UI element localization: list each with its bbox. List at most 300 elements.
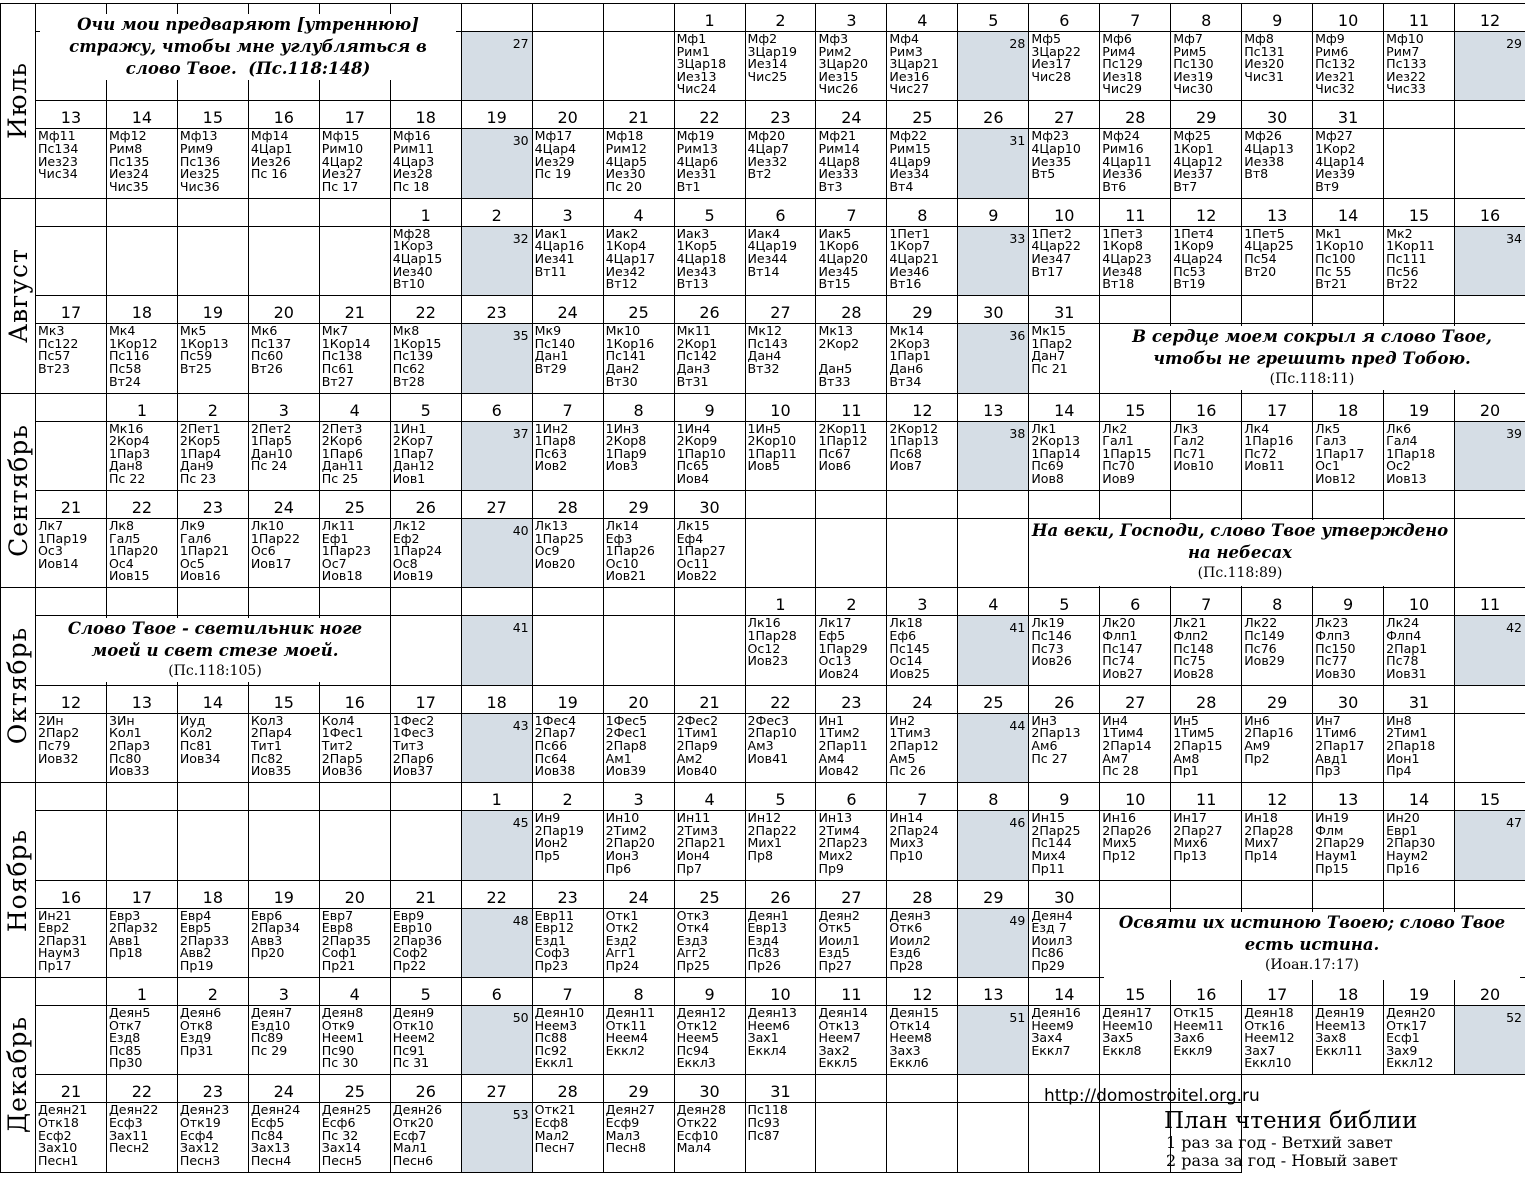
day-number: 30 xyxy=(957,295,1029,324)
month-name: Июль xyxy=(3,62,33,140)
day-number: 12 xyxy=(35,685,107,714)
reading-cell: 1Фес2 1Фес3 Тит3 2Пар6 Иов37 xyxy=(390,713,462,783)
day-number: 8 xyxy=(1241,587,1313,616)
reading-cell: 1Фес4 2Пар7 Пс66 Пс64 Иов38 xyxy=(532,713,604,783)
reading-cell: Мф7 Рим5 Пс130 Иез19 Чис30 xyxy=(1170,31,1242,101)
reading-cell: Ин6 2Пар16 Ам9 Пр2 xyxy=(1241,713,1313,783)
day-number xyxy=(35,782,107,811)
reading-cell: Иуд Кол2 Пс81 Иов34 xyxy=(177,713,249,783)
quote-september: На веки, Господи, слово Твое утверждено на небесах (Пс.118:89) xyxy=(1030,520,1450,586)
reading-cell: Лк21 Флп2 Пс148 Пс75 Иов28 xyxy=(1170,615,1242,685)
week-cell xyxy=(1454,615,1525,685)
week-number: 35 xyxy=(512,328,529,344)
day-number: 13 xyxy=(106,685,178,714)
reading-cell: Лк7 1Пар19 Ос3 Иов14 xyxy=(35,518,107,588)
week-number: 40 xyxy=(512,523,529,538)
reading-cell xyxy=(35,810,107,880)
plan-title: План чтения библии xyxy=(1164,1108,1418,1134)
week-cell xyxy=(461,713,533,783)
reading-cell: Мк16 2Кор4 1Пар3 Дан8 Пс 22 xyxy=(106,421,178,491)
day-number: 1 xyxy=(390,198,462,227)
day-number: 10 xyxy=(745,393,817,422)
day-number xyxy=(1312,490,1384,519)
reading-cell: Деян19 Неем13 Зах8 Еккл11 xyxy=(1312,1005,1384,1075)
day-number: 16 xyxy=(248,100,320,129)
day-number: 21 xyxy=(674,685,746,714)
month-label xyxy=(0,198,36,394)
day-number: 27 xyxy=(1028,100,1100,129)
reading-cell: Ин2 1Тим3 2Пар12 Ам5 Пс 26 xyxy=(886,713,958,783)
day-number: 2 xyxy=(177,977,249,1006)
day-number: 12 xyxy=(886,977,958,1006)
day-number: 13 xyxy=(957,977,1029,1006)
day-number: 4 xyxy=(603,198,675,227)
reading-cell: Деян27 Есф9 Мал3 Песн8 xyxy=(603,1102,675,1172)
day-number: 18 xyxy=(461,685,533,714)
reading-cell xyxy=(1454,713,1525,783)
day-number xyxy=(1099,295,1171,324)
week-cell xyxy=(1454,1005,1525,1075)
day-number: 6 xyxy=(461,977,533,1006)
day-number: 29 xyxy=(1241,685,1313,714)
month-name: Ноябрь xyxy=(3,828,33,932)
month-label xyxy=(0,782,36,978)
day-number xyxy=(106,587,178,616)
reading-cell: Деян20 Отк17 Есф1 Зах9 Еккл12 xyxy=(1383,1005,1455,1075)
day-number: 19 xyxy=(1383,977,1455,1006)
reading-cell: Деян7 Езд10 Пс89 Пс 29 xyxy=(248,1005,320,1075)
reading-cell: Кол3 2Пар4 Тит1 Пс82 Иов35 xyxy=(248,713,320,783)
day-number: 17 xyxy=(1241,393,1313,422)
reading-cell: Лк4 1Пар16 Пс72 Иов11 xyxy=(1241,421,1313,491)
reading-cell xyxy=(957,518,1029,588)
day-number: 26 xyxy=(1028,685,1100,714)
reading-cell: Евр3 2Пар32 Авв1 Пр18 xyxy=(106,908,178,978)
day-number: 28 xyxy=(886,880,958,909)
week-cell xyxy=(461,226,533,296)
day-number: 24 xyxy=(532,295,604,324)
day-number: 29 xyxy=(1170,100,1242,129)
site-url[interactable]: http://domostroitel.org.ru xyxy=(1044,1086,1260,1106)
day-number xyxy=(106,782,178,811)
week-number: 41 xyxy=(1009,620,1026,636)
week-number: 50 xyxy=(512,1010,529,1025)
day-number xyxy=(1383,100,1455,129)
day-number xyxy=(1170,880,1242,909)
day-number: 15 xyxy=(1099,393,1171,422)
day-number: 3 xyxy=(603,782,675,811)
day-number: 28 xyxy=(532,490,604,519)
day-number: 10 xyxy=(1099,782,1171,811)
week-cell xyxy=(957,421,1029,491)
reading-cell xyxy=(390,810,462,880)
month-label xyxy=(0,977,36,1173)
day-number: 13 xyxy=(1312,782,1384,811)
day-number: 3 xyxy=(248,393,320,422)
reading-cell: Деян4 Езд 7 Иоил3 Пс86 Пр29 xyxy=(1028,908,1100,978)
day-number xyxy=(35,587,107,616)
day-number xyxy=(1312,880,1384,909)
reading-cell: Мф25 1Кор1 4Цар12 Иез37 Вт7 xyxy=(1170,128,1242,198)
reading-cell: Деян12 Отк12 Неем5 Пс94 Еккл3 xyxy=(674,1005,746,1075)
week-cell xyxy=(957,31,1029,101)
reading-cell: 1Пет5 4Цар25 Пс54 Вт20 xyxy=(1241,226,1313,296)
reading-cell: 1Ин3 2Кор8 1Пар9 Иов3 xyxy=(603,421,675,491)
reading-cell: 2Кор12 1Пар13 Пс68 Иов7 xyxy=(886,421,958,491)
day-number: 3 xyxy=(248,977,320,1006)
reading-cell: Мк8 1Кор15 Пс139 Пс62 Вт28 xyxy=(390,323,462,393)
reading-cell: Деян18 Отк16 Неем12 Зах7 Еккл10 xyxy=(1241,1005,1313,1075)
reading-cell: Отк1 Отк2 Езд2 Агг1 Пр24 xyxy=(603,908,675,978)
day-number xyxy=(35,977,107,1006)
day-number: 5 xyxy=(674,198,746,227)
reading-cell: Лк6 Гал4 1Пар18 Ос2 Иов13 xyxy=(1383,421,1455,491)
day-number: 8 xyxy=(1170,3,1242,32)
week-cell xyxy=(957,713,1029,783)
reading-cell: Лк20 Флп1 Пс147 Пс74 Иов27 xyxy=(1099,615,1171,685)
reading-cell xyxy=(603,31,675,101)
day-number xyxy=(35,198,107,227)
reading-cell: Мф19 Рим13 4Цар6 Иез31 Вт1 xyxy=(674,128,746,198)
week-number: 51 xyxy=(1009,1010,1026,1025)
day-number xyxy=(603,587,675,616)
reading-cell: 1Пет3 1Кор8 4Цар23 Иез48 Вт18 xyxy=(1099,226,1171,296)
reading-cell: Мк11 2Кор1 Пс142 Дан3 Вт31 xyxy=(674,323,746,393)
day-number: 13 xyxy=(35,100,107,129)
day-number xyxy=(106,198,178,227)
day-number: 9 xyxy=(1241,3,1313,32)
day-number: 22 xyxy=(106,490,178,519)
week-number: 30 xyxy=(512,133,529,149)
reading-cell: Ин20 Евр1 2Пар30 Наум2 Пр16 xyxy=(1383,810,1455,880)
week-number: 34 xyxy=(1506,230,1522,246)
reading-cell: 2Пет2 1Пар5 Дан10 Пс 24 xyxy=(248,421,320,491)
day-number: 14 xyxy=(1028,393,1100,422)
day-number: 27 xyxy=(815,880,887,909)
reading-cell: Деян2 Отк5 Иоил1 Езд5 Пр27 xyxy=(815,908,887,978)
day-number: 21 xyxy=(35,490,107,519)
reading-cell: Мф1 Рим1 3Цар18 Иез13 Чис24 xyxy=(674,31,746,101)
reading-cell xyxy=(1454,128,1525,198)
reading-cell: Ин14 2Пар24 Мих3 Пр10 xyxy=(886,810,958,880)
day-number: 1 xyxy=(745,587,817,616)
reading-cell: Мф3 Рим2 3Цар20 Иез15 Чис26 xyxy=(815,31,887,101)
week-cell xyxy=(957,810,1029,880)
reading-cell: Мф28 1Кор3 4Цар15 Иез40 Вт10 xyxy=(390,226,462,296)
week-number: 29 xyxy=(1506,36,1522,51)
day-number: 6 xyxy=(1099,587,1171,616)
reading-cell: Деян10 Неем3 Пс88 Пс92 Еккл1 xyxy=(532,1005,604,1075)
day-number: 18 xyxy=(1312,393,1384,422)
day-number xyxy=(319,782,391,811)
reading-cell xyxy=(248,810,320,880)
reading-cell xyxy=(106,226,178,296)
day-number: 22 xyxy=(390,295,462,324)
reading-cell: Лк1 2Кор13 1Пар14 Пс69 Иов8 xyxy=(1028,421,1100,491)
day-number: 24 xyxy=(248,490,320,519)
day-number: 30 xyxy=(1312,685,1384,714)
day-number xyxy=(248,587,320,616)
day-number: 15 xyxy=(1454,782,1525,811)
day-number: 31 xyxy=(1383,685,1455,714)
week-number: 44 xyxy=(1009,717,1026,733)
day-number: 27 xyxy=(1099,685,1171,714)
day-number: 18 xyxy=(106,295,178,324)
day-number xyxy=(390,587,462,616)
week-number: 48 xyxy=(512,912,529,928)
reading-cell xyxy=(35,226,107,296)
day-number: 27 xyxy=(745,295,817,324)
reading-cell xyxy=(106,810,178,880)
day-number: 7 xyxy=(815,198,887,227)
day-number xyxy=(1099,880,1171,909)
reading-cell: Мф24 Рим16 4Цар11 Иез36 Вт6 xyxy=(1099,128,1171,198)
reading-cell: Ин12 2Пар22 Мих1 Пр8 xyxy=(745,810,817,880)
reading-cell: Деян22 Есф3 Зах11 Песн2 xyxy=(106,1102,178,1172)
reading-cell: Ин4 1Тим4 2Пар14 Ам7 Пс 28 xyxy=(1099,713,1171,783)
day-number: 29 xyxy=(603,490,675,519)
day-number: 11 xyxy=(1454,587,1525,616)
day-number: 23 xyxy=(745,100,817,129)
plan-subtitle-ot: 1 раз за год - Ветхий завет xyxy=(1166,1133,1393,1152)
reading-cell: Мк13 2Кор2 Дан5 Вт33 xyxy=(815,323,887,393)
day-number xyxy=(1241,880,1313,909)
reading-cell: Ин1 1Тим2 2Пар11 Ам4 Иов42 xyxy=(815,713,887,783)
day-number: 25 xyxy=(319,1074,391,1103)
day-number: 30 xyxy=(674,1074,746,1103)
week-number: 47 xyxy=(1506,815,1522,831)
reading-cell: 2Пет1 2Кор5 1Пар4 Дан9 Пс 23 xyxy=(177,421,249,491)
reading-cell: Ин10 2Тим2 2Пар20 Ион3 Пр6 xyxy=(603,810,675,880)
reading-cell: Иак3 1Кор5 4Цар18 Иез43 Вт13 xyxy=(674,226,746,296)
day-number xyxy=(461,587,533,616)
reading-cell: Пс118 Пс93 Пс87 xyxy=(745,1102,817,1172)
reading-cell: Лк18 Еф6 Пс145 Ос14 Иов25 xyxy=(886,615,958,685)
week-number: 36 xyxy=(1009,328,1026,344)
month-label xyxy=(0,393,36,589)
reading-cell: Мф13 Рим9 Пс136 Иез25 Чис36 xyxy=(177,128,249,198)
reading-cell: Мф18 Рим12 4Цар5 Иез30 Пс 20 xyxy=(603,128,675,198)
reading-cell: 1Пет1 1Кор7 4Цар21 Иез46 Вт16 xyxy=(886,226,958,296)
reading-cell xyxy=(35,421,107,491)
reading-cell: Лк3 Гал2 Пс71 Иов10 xyxy=(1170,421,1242,491)
reading-cell: Лк9 Гал6 1Пар21 Ос5 Иов16 xyxy=(177,518,249,588)
reading-cell: Отк21 Есф8 Мал2 Песн7 xyxy=(532,1102,604,1172)
day-number: 23 xyxy=(177,490,249,519)
day-number xyxy=(1383,880,1455,909)
reading-cell: Ин15 2Пар25 Пс144 Мих4 Пр11 xyxy=(1028,810,1100,880)
reading-cell: Деян26 Отк20 Есф7 Мал1 Песн6 xyxy=(390,1102,462,1172)
reading-cell: Лк11 Еф1 1Пар23 Ос7 Иов18 xyxy=(319,518,391,588)
day-number: 4 xyxy=(886,3,958,32)
reading-cell: Мк9 Пс140 Дан1 Вт29 xyxy=(532,323,604,393)
day-number: 10 xyxy=(745,977,817,1006)
reading-cell xyxy=(1454,518,1525,588)
day-number: 26 xyxy=(390,1074,462,1103)
reading-cell: Мф10 Рим7 Пс133 Иез22 Чис33 xyxy=(1383,31,1455,101)
reading-cell: Ин5 1Тим5 2Пар15 Ам8 Пр1 xyxy=(1170,713,1242,783)
reading-cell: Деян11 Отк11 Неем4 Еккл2 xyxy=(603,1005,675,1075)
day-number: 19 xyxy=(177,295,249,324)
day-number xyxy=(319,198,391,227)
reading-cell xyxy=(1099,1102,1171,1172)
day-number: 27 xyxy=(461,1074,533,1103)
reading-cell: 1Ин2 1Пар8 Пс63 Иов2 xyxy=(532,421,604,491)
day-number: 12 xyxy=(1454,3,1525,32)
day-number: 16 xyxy=(1170,977,1242,1006)
reading-cell: Евр7 Евр8 2Пар35 Соф1 Пр21 xyxy=(319,908,391,978)
reading-cell xyxy=(35,1005,107,1075)
day-number: 23 xyxy=(815,685,887,714)
reading-cell: Мк1 1Кор10 Пс100 Пс 55 Вт21 xyxy=(1312,226,1384,296)
reading-cell: Ин9 2Пар19 Ион2 Пр5 xyxy=(532,810,604,880)
week-cell xyxy=(1454,226,1525,296)
reading-cell: Лк8 Гал5 1Пар20 Ос4 Иов15 xyxy=(106,518,178,588)
reading-cell: Лк13 1Пар25 Ос9 Иов20 xyxy=(532,518,604,588)
day-number: 1 xyxy=(106,393,178,422)
day-number: 4 xyxy=(319,977,391,1006)
day-number: 12 xyxy=(1170,198,1242,227)
reading-cell xyxy=(532,31,604,101)
reading-cell xyxy=(886,1102,958,1172)
week-number: 45 xyxy=(512,815,529,831)
reading-cell xyxy=(177,226,249,296)
day-number: 26 xyxy=(745,880,817,909)
day-number xyxy=(815,490,887,519)
reading-cell: Лк5 Гал3 1Пар17 Ос1 Иов12 xyxy=(1312,421,1384,491)
week-number: 42 xyxy=(1506,620,1522,636)
day-number: 5 xyxy=(390,393,462,422)
reading-cell xyxy=(177,810,249,880)
week-cell xyxy=(1454,810,1525,880)
day-number: 30 xyxy=(1028,880,1100,909)
day-number: 7 xyxy=(1099,3,1171,32)
reading-cell: Мф27 1Кор2 4Цар14 Иез39 Вт9 xyxy=(1312,128,1384,198)
reading-cell: Мф4 Рим3 3Цар21 Иез16 Чис27 xyxy=(886,31,958,101)
day-number: 1 xyxy=(674,3,746,32)
day-number: 21 xyxy=(603,100,675,129)
reading-cell xyxy=(1383,128,1455,198)
week-number: 52 xyxy=(1506,1010,1522,1025)
quote-august: В сердце моем сокрыл я слово Твое, чтобы не грешить пред Тобою. (Пс.118:11) xyxy=(1104,326,1520,390)
day-number: 6 xyxy=(1028,3,1100,32)
reading-cell xyxy=(815,518,887,588)
reading-cell: Лк14 Еф3 1Пар26 Ос10 Иов21 xyxy=(603,518,675,588)
reading-cell: Деян28 Отк22 Есф10 Мал4 xyxy=(674,1102,746,1172)
reading-cell xyxy=(390,615,462,685)
week-number: 41 xyxy=(512,620,529,636)
day-number: 4 xyxy=(674,782,746,811)
day-number xyxy=(177,198,249,227)
day-number xyxy=(1170,490,1242,519)
day-number: 18 xyxy=(177,880,249,909)
day-number: 3 xyxy=(815,3,887,32)
day-number: 2 xyxy=(815,587,887,616)
day-number xyxy=(1454,490,1525,519)
day-number: 24 xyxy=(815,100,887,129)
day-number: 20 xyxy=(1454,393,1525,422)
day-number xyxy=(1454,295,1525,324)
day-number xyxy=(1241,490,1313,519)
day-number xyxy=(886,490,958,519)
day-number: 19 xyxy=(248,880,320,909)
reading-cell: Мф14 4Цар1 Иез26 Пс 16 xyxy=(248,128,320,198)
week-number: 38 xyxy=(1009,425,1026,441)
reading-cell: Деян1 Евр13 Езд4 Пс83 Пр26 xyxy=(745,908,817,978)
reading-cell: Деян13 Неем6 Зах1 Еккл4 xyxy=(745,1005,817,1075)
reading-cell: Ин8 2Тим1 2Пар18 Ион1 Пр4 xyxy=(1383,713,1455,783)
reading-cell: Лк23 Флп3 Пс150 Пс77 Иов30 xyxy=(1312,615,1384,685)
day-number: 8 xyxy=(957,782,1029,811)
reading-cell: Мк15 1Пар2 Дан7 Пс 21 xyxy=(1028,323,1100,393)
reading-cell: Мф17 4Цар4 Иез29 Пс 19 xyxy=(532,128,604,198)
day-number: 26 xyxy=(674,295,746,324)
day-number xyxy=(957,1074,1029,1103)
reading-cell: Ин7 1Тим6 2Пар17 Авд1 Пр3 xyxy=(1312,713,1384,783)
week-cell xyxy=(1454,421,1525,491)
reading-cell: Ин18 2Пар28 Мих7 Пр14 xyxy=(1241,810,1313,880)
week-number: 43 xyxy=(512,717,529,733)
reading-cell: Мф20 4Цар7 Иез32 Вт2 xyxy=(745,128,817,198)
reading-cell: Мф16 Рим11 4Цар3 Иез28 Пс 18 xyxy=(390,128,462,198)
reading-cell: Евр4 Евр5 2Пар33 Авв2 Пр19 xyxy=(177,908,249,978)
week-number: 53 xyxy=(512,1107,529,1123)
day-number: 16 xyxy=(1170,393,1242,422)
day-number xyxy=(1454,685,1525,714)
day-number: 17 xyxy=(319,100,391,129)
reading-cell: Мк10 1Кор16 Пс141 Дан2 Вт30 xyxy=(603,323,675,393)
reading-cell: Мф21 Рим14 4Цар8 Иез33 Вт3 xyxy=(815,128,887,198)
day-number: 26 xyxy=(390,490,462,519)
day-number: 5 xyxy=(957,3,1029,32)
day-number: 31 xyxy=(1312,100,1384,129)
reading-cell: Ин16 2Пар26 Мих5 Пр12 xyxy=(1099,810,1171,880)
day-number xyxy=(1383,295,1455,324)
day-number xyxy=(390,782,462,811)
day-number: 8 xyxy=(603,393,675,422)
day-number: 8 xyxy=(603,977,675,1006)
reading-cell: Мк2 1Кор11 Пс111 Пс56 Вт22 xyxy=(1383,226,1455,296)
reading-cell: Ин17 2Пар27 Мих6 Пр13 xyxy=(1170,810,1242,880)
day-number: 7 xyxy=(886,782,958,811)
day-number: 10 xyxy=(1383,587,1455,616)
reading-cell: Кол4 1Фес1 Тит2 2Пар5 Иов36 xyxy=(319,713,391,783)
reading-cell: Мк4 1Кор12 Пс116 Пс58 Вт24 xyxy=(106,323,178,393)
reading-cell: Мф23 4Цар10 Иез35 Вт5 xyxy=(1028,128,1100,198)
week-cell xyxy=(957,1005,1029,1075)
reading-cell: Деян23 Отк19 Есф4 Зах12 Песн3 xyxy=(177,1102,249,1172)
day-number xyxy=(1099,490,1171,519)
day-number: 21 xyxy=(35,1074,107,1103)
reading-cell: Деян21 Отк18 Есф2 Зах10 Песн1 xyxy=(35,1102,107,1172)
day-number: 22 xyxy=(106,1074,178,1103)
reading-cell: Деян5 Отк7 Езд8 Пс85 Пр30 xyxy=(106,1005,178,1075)
day-number: 2 xyxy=(745,3,817,32)
reading-cell: Ин19 Флм 2Пар29 Наум1 Пр15 xyxy=(1312,810,1384,880)
month-name: Декабрь xyxy=(3,1016,33,1134)
day-number xyxy=(603,3,675,32)
day-number xyxy=(1454,880,1525,909)
day-number: 19 xyxy=(532,685,604,714)
day-number: 14 xyxy=(1028,977,1100,1006)
week-number: 39 xyxy=(1506,425,1522,441)
day-number: 25 xyxy=(603,295,675,324)
reading-cell: Мф6 Рим4 Пс129 Иез18 Чис29 xyxy=(1099,31,1171,101)
reading-cell: Мк6 Пс137 Пс60 Вт26 xyxy=(248,323,320,393)
day-number: 15 xyxy=(177,100,249,129)
day-number xyxy=(319,587,391,616)
day-number: 3 xyxy=(532,198,604,227)
